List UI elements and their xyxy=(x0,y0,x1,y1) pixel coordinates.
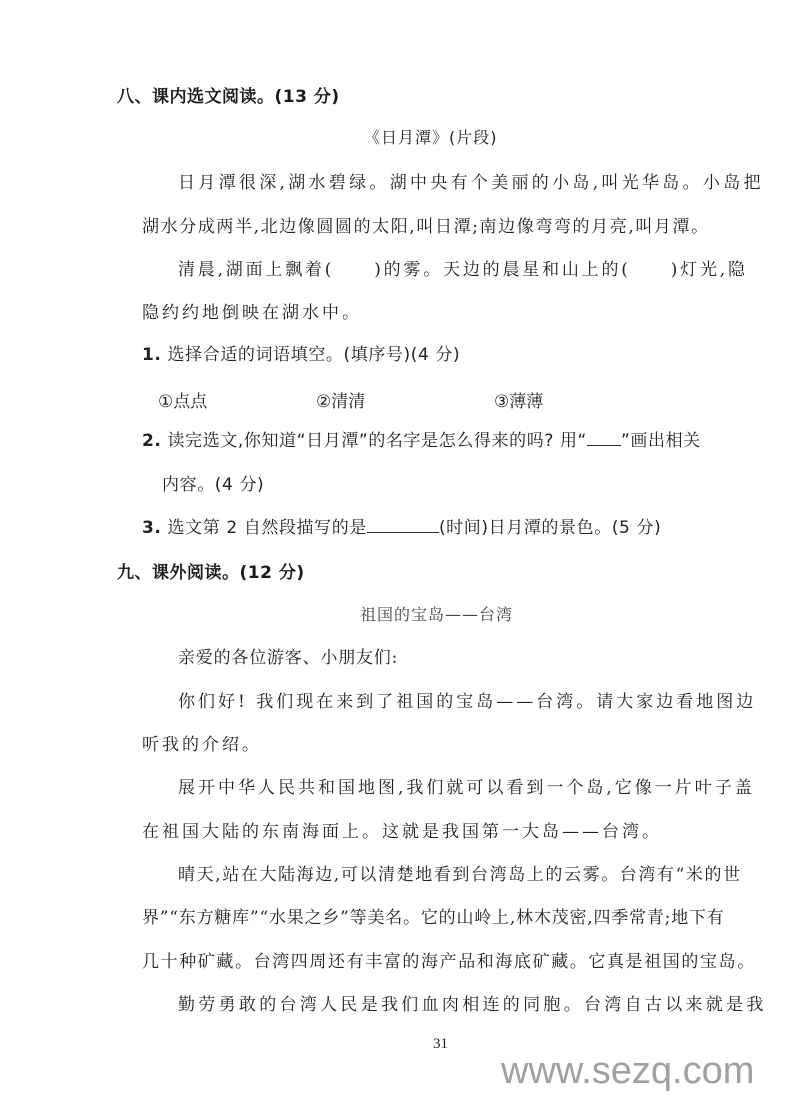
question-text: 选择合适的词语填空。(填序号)(4 分) xyxy=(167,345,461,365)
passage-line: 晴天,站在大陆海边,可以清楚地看到台湾岛上的云雾。台湾有“米的世 xyxy=(178,865,742,885)
passage-line: 勤劳勇敢的台湾人民是我们血肉相连的同胞。台湾自古以来就是我 xyxy=(178,995,767,1015)
option-3[interactable]: ③薄薄 xyxy=(494,392,544,412)
section8-passage-title: 《日月潭》(片段) xyxy=(364,128,498,147)
passage-line: 展开中华人民共和国地图,我们就可以看到一个岛,它像一片叶子盖 xyxy=(178,778,755,798)
question-number: 2. xyxy=(142,431,162,451)
page-number: 31 xyxy=(433,1036,448,1052)
passage-text: 清晨,湖面上飘着( xyxy=(178,260,335,280)
option-1[interactable]: ①点点 xyxy=(158,392,208,412)
passage-line: 几十种矿藏。台湾四周还有丰富的海产品和海底矿藏。它真是祖国的宝岛。 xyxy=(142,952,756,972)
question-3 xyxy=(142,517,661,539)
question-text: ”画出相关 xyxy=(620,431,701,451)
question-2-continuation: 内容。(4 分) xyxy=(162,475,265,495)
passage-line-with-blanks xyxy=(178,259,748,281)
question-1 xyxy=(142,344,460,366)
passage-line: 界”“东方糖库”“水果之乡”等美名。它的山岭上,林木茂密,四季常青;地下有 xyxy=(142,908,725,928)
section9-heading: 九、课外阅读。(12 分) xyxy=(117,563,305,583)
passage-line: 听我的介绍。 xyxy=(142,735,262,755)
passage-line: 日月潭很深,湖水碧绿。湖中央有个美丽的小岛,叫光华岛。小岛把 xyxy=(178,173,764,193)
passage-line: 你们好! 我们现在来到了祖国的宝岛——台湾。请大家边看地图边 xyxy=(178,692,757,712)
passage-text: )灯光,隐 xyxy=(670,260,748,280)
section8-heading: 八、课内选文阅读。(13 分) xyxy=(117,87,340,107)
passage-line: 在祖国大陆的东南海面上。这就是我国第一大岛——台湾。 xyxy=(142,822,662,842)
question-text: (时间)日月潭的景色。(5 分) xyxy=(438,518,662,538)
question-text: 读完选文,你知道“日月潭”的名字是怎么得来的吗? 用“ xyxy=(167,431,587,451)
section9-passage-title: 祖国的宝岛——台湾 xyxy=(360,605,514,624)
answer-blank[interactable] xyxy=(367,518,439,533)
watermark: www.sezq.com xyxy=(501,1050,755,1092)
passage-line: 湖水分成两半,北边像圆圆的太阳,叫日潭;南边像弯弯的月亮,叫月潭。 xyxy=(142,217,710,237)
question-text: 选文第 2 自然段描写的是 xyxy=(167,518,367,538)
option-2[interactable]: ②清清 xyxy=(316,392,366,412)
passage-line: 隐约约地倒映在湖水中。 xyxy=(142,303,362,323)
question-2 xyxy=(142,430,701,452)
question-number: 3. xyxy=(142,518,162,538)
underline-blank[interactable] xyxy=(587,431,621,446)
passage-line: 亲爱的各位游客、小朋友们: xyxy=(178,648,399,668)
question-number: 1. xyxy=(142,345,162,365)
passage-text: )的雾。天边的晨星和山上的( xyxy=(374,260,631,280)
